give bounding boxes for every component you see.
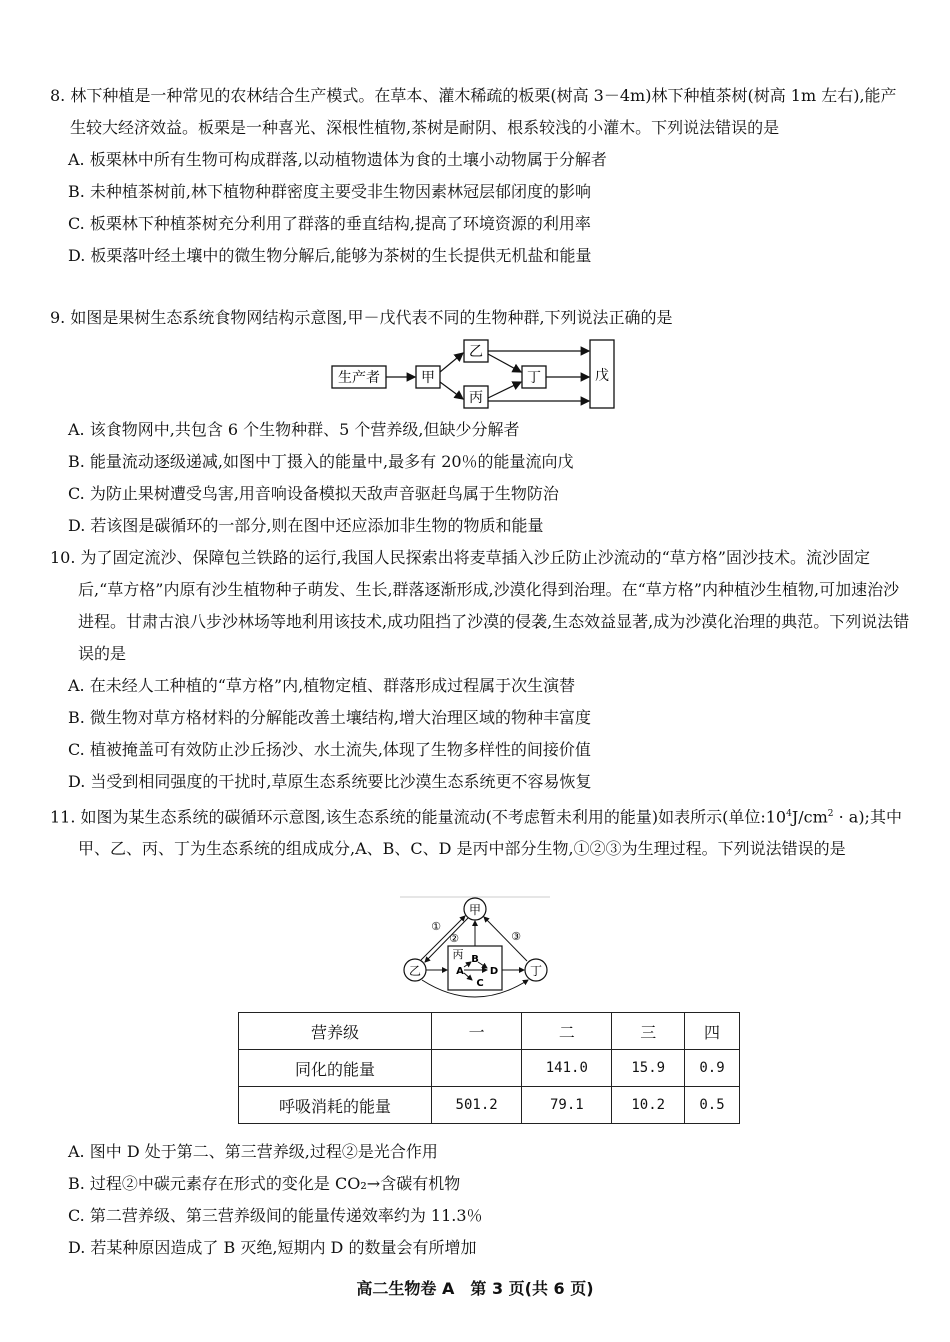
question-11 bbox=[50, 798, 910, 865]
table-header-row bbox=[239, 1013, 740, 1050]
node-yi-label: 乙 bbox=[469, 344, 483, 360]
question-11-stem bbox=[50, 798, 910, 865]
table-header-cell: 三 bbox=[612, 1013, 685, 1050]
process-3-label: ③ bbox=[511, 930, 521, 943]
question-11-stem-part-3: · a);其中甲、乙、丙、丁为生态系统的组成成分,A、B、C、D 是丙中部分生物,①②③为生理过程。下列说法错误的是 bbox=[78, 807, 902, 859]
node-bing-label: 丙 bbox=[452, 948, 464, 961]
question-8-option-a: A. 板栗林中所有生物可构成群落,以动植物遗体为食的土壤小动物属于分解者 bbox=[68, 150, 607, 169]
table-cell: 0.9 bbox=[685, 1050, 740, 1087]
table-cell: 141.0 bbox=[522, 1050, 612, 1087]
table-cell: 15.9 bbox=[612, 1050, 685, 1087]
question-8-option-d: D. 板栗落叶经土壤中的微生物分解后,能够为茶树的生长提供无机盐和能量 bbox=[68, 246, 592, 265]
page-footer: 高二生物卷 A 第 3 页(共 6 页) bbox=[356, 1279, 594, 1298]
node-ding-label: 丁 bbox=[527, 370, 541, 386]
energy-flow-table bbox=[238, 1012, 740, 1124]
organism-d-label: D bbox=[489, 966, 499, 977]
question-9-option-a: A. 该食物网中,共包含 6 个生物种群、5 个营养级,但缺少分解者 bbox=[68, 420, 520, 439]
organism-c-label: C bbox=[476, 978, 484, 989]
question-8-stem: 8. 林下种植是一种常见的农林结合生产模式。在草本、灌木稀疏的板栗(树高 3－4m)林下种植茶树(树高 1m 左右),能产生较大经济效益。板栗是一种喜光、深根性植物,茶树是耐阴、根系较浅的小灌木。下列说法错误的是 bbox=[50, 86, 897, 137]
table-row bbox=[239, 1050, 740, 1087]
question-11-stem-part-2: J/cm bbox=[791, 807, 828, 827]
question-9-option-b: B. 能量流动逐级递减,如图中丁摄入的能量中,最多有 20％的能量流向戊 bbox=[68, 452, 574, 471]
node-bing-label: 丙 bbox=[469, 390, 483, 406]
question-10 bbox=[50, 542, 910, 798]
process-1-label: ① bbox=[431, 920, 441, 933]
question-11-option-a: A. 图中 D 处于第二、第三营养级,过程②是光合作用 bbox=[68, 1142, 438, 1161]
question-9 bbox=[50, 302, 910, 334]
table-header-cell: 四 bbox=[685, 1013, 740, 1050]
node-ding-label: 丁 bbox=[529, 964, 543, 978]
table-header-cell: 二 bbox=[522, 1013, 612, 1050]
table-cell: 0.5 bbox=[685, 1087, 740, 1124]
question-10-option-b: B. 微生物对草方格材料的分解能改善土壤结构,增大治理区域的物种丰富度 bbox=[68, 708, 592, 727]
question-10-stem: 10. 为了固定流沙、保障包兰铁路的运行,我国人民探索出将麦草插入沙丘防止沙流动的“草方格”固沙技术。流沙固定后,“草方格”内原有沙生植物种子萌发、生长,群落逐渐形成,沙漠化得到治理。在“草方格”内种植沙生植物,可加速治沙进程。甘肃古浪八步沙林场等地利用该技术,成功阻挡了沙漠的侵袭,生态效益显著,成为沙漠化治理的典范。下列说法错误的是 bbox=[50, 548, 910, 663]
node-wu-label: 戊 bbox=[595, 368, 609, 384]
organism-a-label: A bbox=[456, 966, 464, 977]
table-cell: 501.2 bbox=[432, 1087, 522, 1124]
table-cell: 79.1 bbox=[522, 1087, 612, 1124]
question-11-option-c: C. 第二营养级、第三营养级间的能量传递效率约为 11.3％ bbox=[68, 1206, 483, 1225]
node-yi-label: 乙 bbox=[408, 964, 422, 978]
question-9-option-c: C. 为防止果树遭受鸟害,用音响设备模拟天敌声音驱赶鸟属于生物防治 bbox=[68, 484, 559, 503]
unit-area-exponent: 2 bbox=[827, 809, 834, 819]
question-8-option-b: B. 未种植茶树前,林下植物种群密度主要受非生物因素林冠层郁闭度的影响 bbox=[68, 182, 592, 201]
carbon-cycle-diagram bbox=[400, 896, 550, 1000]
unit-exponent: 4 bbox=[786, 809, 792, 819]
table-row bbox=[239, 1087, 740, 1124]
food-web-diagram bbox=[330, 338, 620, 412]
question-8-option-c: C. 板栗林下种植茶树充分利用了群落的垂直结构,提高了环境资源的利用率 bbox=[68, 214, 591, 233]
question-9-options bbox=[50, 414, 910, 542]
question-11-stem-part-1: 11. 如图为某生态系统的碳循环示意图,该生态系统的能量流动(不考虑暂未利用的能量)如表所示(单位:10 bbox=[50, 807, 787, 827]
process-2-label: ② bbox=[449, 932, 459, 945]
table-row-label: 同化的能量 bbox=[239, 1050, 432, 1087]
producer-label: 生产者 bbox=[338, 370, 380, 386]
table-cell: 10.2 bbox=[612, 1087, 685, 1124]
organism-b-label: B bbox=[471, 954, 479, 965]
question-11-option-d: D. 若某种原因造成了 B 灭绝,短期内 D 的数量会有所增加 bbox=[68, 1238, 477, 1257]
node-jia-label: 甲 bbox=[421, 370, 435, 386]
question-10-option-c: C. 植被掩盖可有效防止沙丘扬沙、水土流失,体现了生物多样性的间接价值 bbox=[68, 740, 591, 759]
question-11-options bbox=[50, 1136, 910, 1264]
table-cell bbox=[432, 1050, 522, 1087]
table-header-cell: 一 bbox=[432, 1013, 522, 1050]
question-11-option-b: B. 过程②中碳元素存在形式的变化是 CO₂→含碳有机物 bbox=[68, 1174, 461, 1193]
question-8 bbox=[50, 80, 910, 272]
question-9-option-d: D. 若该图是碳循环的一部分,则在图中还应添加非生物的物质和能量 bbox=[68, 516, 544, 535]
node-jia-label: 甲 bbox=[468, 903, 482, 917]
question-10-option-d: D. 当受到相同强度的干扰时,草原生态系统要比沙漠生态系统更不容易恢复 bbox=[68, 772, 592, 791]
table-header-cell: 营养级 bbox=[239, 1013, 432, 1050]
question-9-stem: 9. 如图是果树生态系统食物网结构示意图,甲－戊代表不同的生物种群,下列说法正确的是 bbox=[50, 308, 673, 327]
table-row-label: 呼吸消耗的能量 bbox=[239, 1087, 432, 1124]
question-10-option-a: A. 在未经人工种植的“草方格”内,植物定植、群落形成过程属于次生演替 bbox=[68, 676, 576, 695]
